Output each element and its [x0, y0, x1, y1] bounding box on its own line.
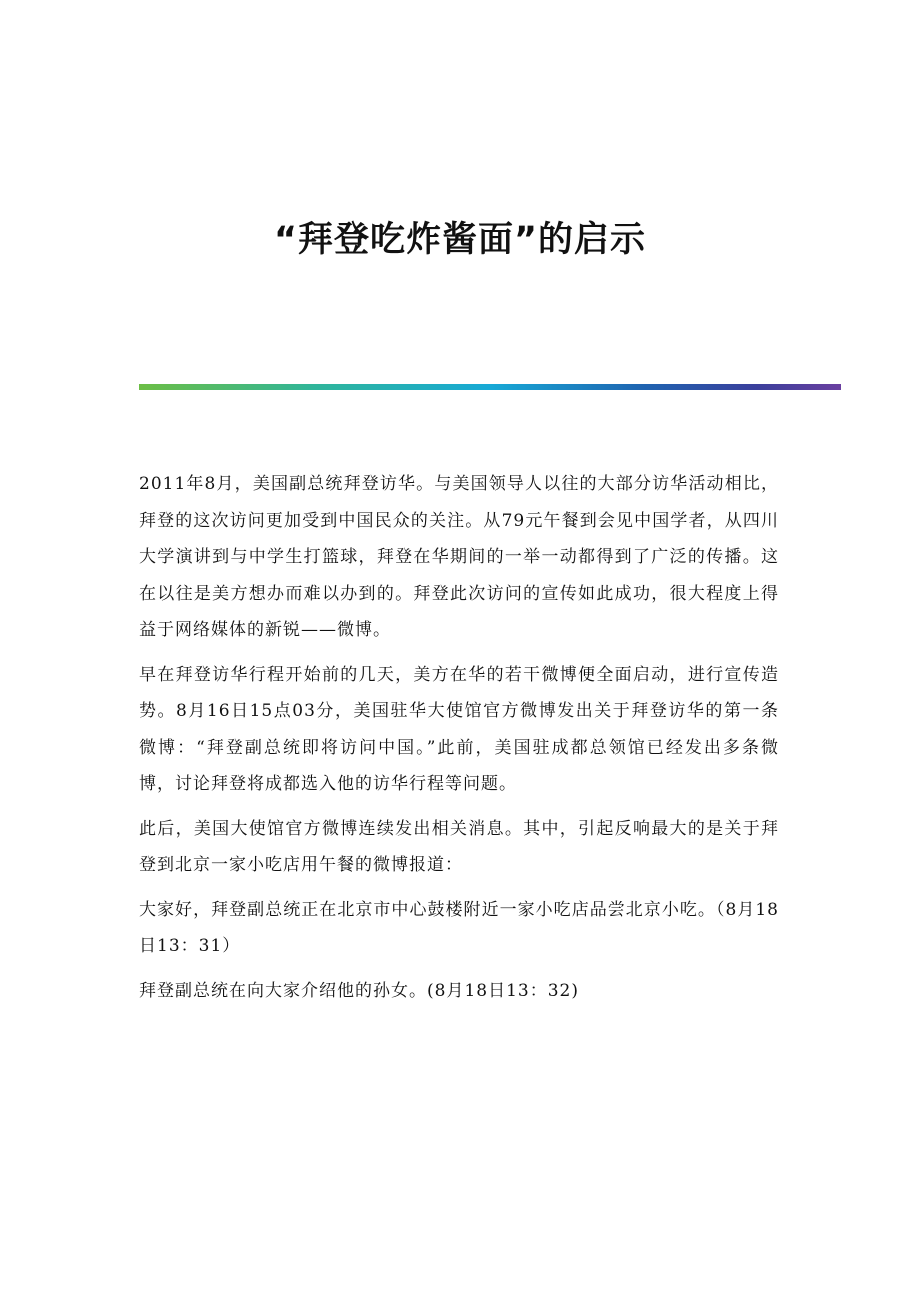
paragraph-4: 大家好，拜登副总统正在北京市中心鼓楼附近一家小吃店品尝北京小吃。（8月18日13：31） — [139, 899, 779, 956]
article-body — [139, 466, 779, 1017]
paragraph-3: 此后，美国大使馆官方微博连续发出相关消息。其中，引起反响最大的是关于拜登到北京一家小吃店用午餐的微博报道： — [139, 818, 779, 875]
document-title: “拜登吃炸酱面”的启示 — [273, 220, 646, 260]
paragraph-1: 2011年8月，美国副总统拜登访华。与美国领导人以往的大部分访华活动相比，拜登的这次访问更加受到中国民众的关注。从79元午餐到会见中国学者，从四川大学演讲到与中学生打篮球，拜登在华期间的一举一动都得到了广泛的传播。这在以往是美方想办而难以办到的。拜登此次访问的宣传如此成功，很大程度上得益于网络媒体的新锐——微博。 — [139, 474, 779, 640]
paragraph-5: 拜登副总统在向大家介绍他的孙女。(8月18日13：32) — [139, 980, 579, 1001]
title-divider — [139, 384, 841, 390]
paragraph-2: 早在拜登访华行程开始前的几天，美方在华的若干微博便全面启动，进行宣传造势。8月16日15点03分，美国驻华大使馆官方微博发出关于拜登访华的第一条微博：“拜登副总统即将访问中国。”此前，美国驻成都总领馆已经发出多条微博，讨论拜登将成都选入他的访华行程等问题。 — [139, 664, 779, 794]
